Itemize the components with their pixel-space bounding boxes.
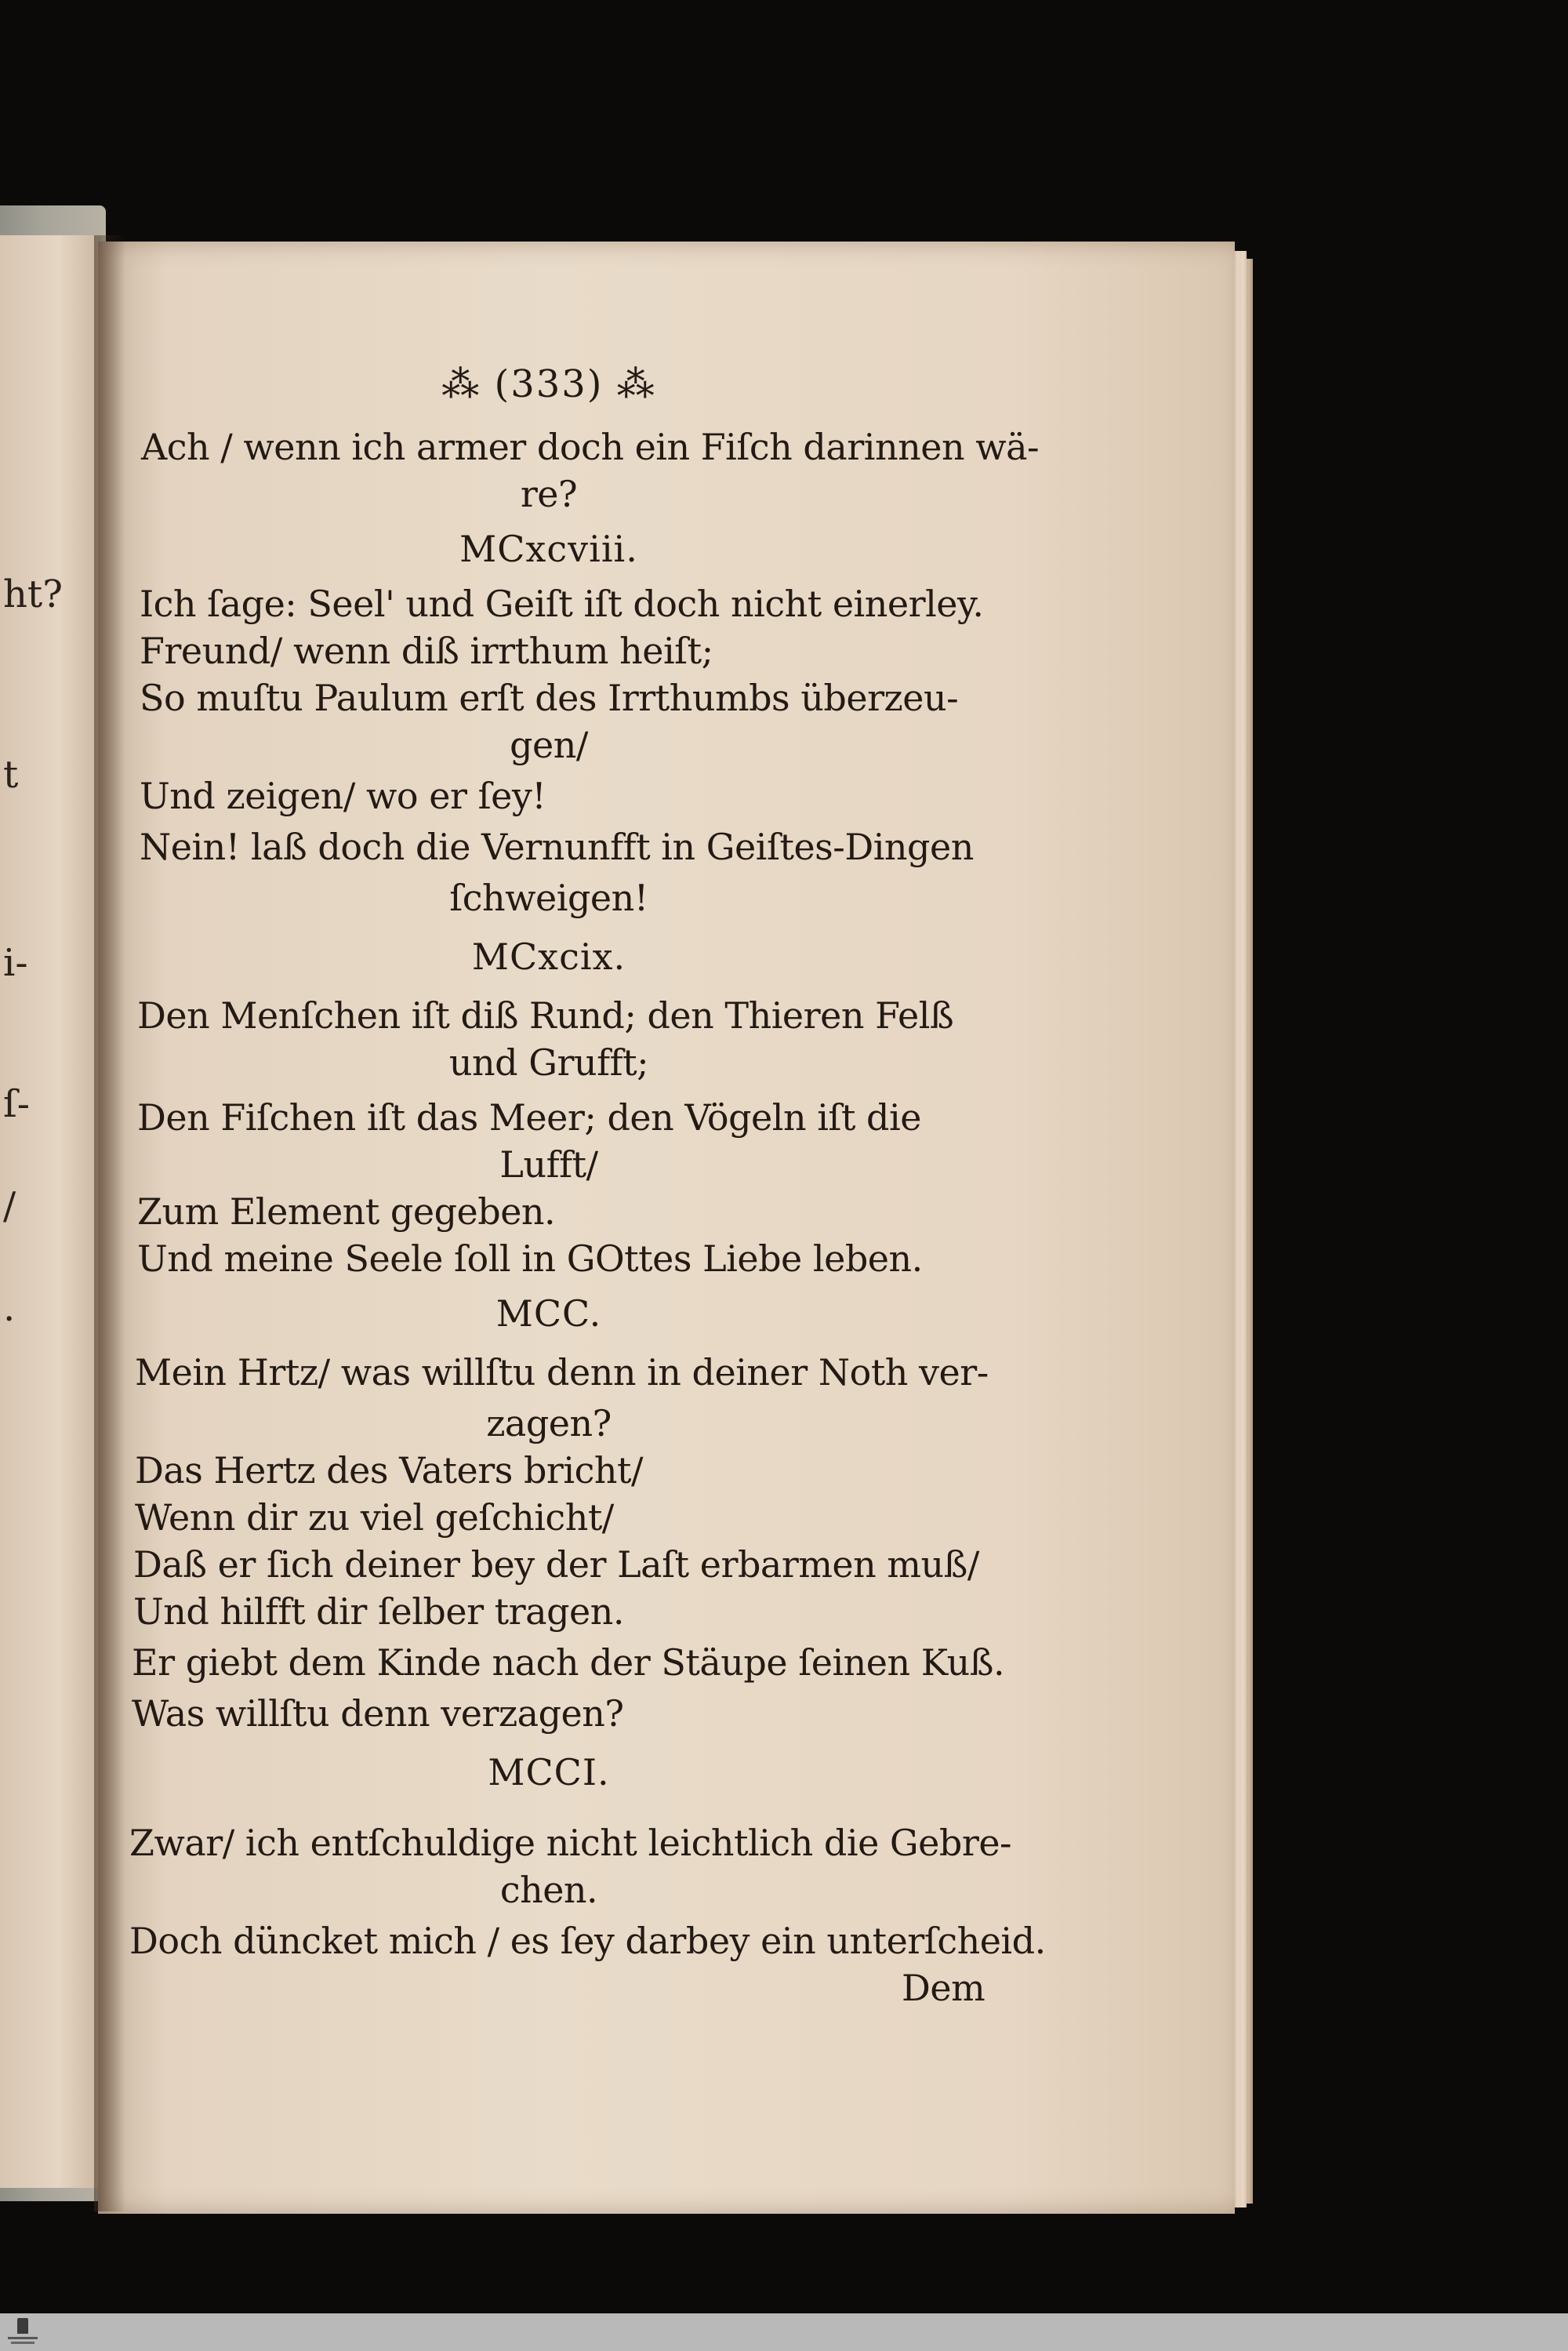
left-page-text-fragments (0, 235, 98, 2188)
left-fragment: t (3, 753, 19, 797)
page-number-header: ⁂ (333) ⁂ (441, 362, 656, 406)
left-fragment: ſ- (3, 1082, 30, 1126)
text-line: Doch düncket mich / es ſey darbey ein unterſcheid. (129, 1920, 1046, 1962)
viewer-footer-bar (0, 2313, 1568, 2351)
section-heading: MCCI. (488, 1751, 610, 1793)
text-line: Er giebt dem Kinde nach der Stäupe ſeinen Kuß. (132, 1641, 1005, 1684)
section-heading: MCxcix. (471, 936, 626, 978)
text-line: ſchweigen! (449, 877, 648, 919)
left-facing-page (0, 235, 98, 2188)
text-line: zagen? (486, 1402, 612, 1444)
text-line: So muſtu Paulum erſt des Irrthumbs überzeu- (140, 677, 959, 719)
library-logo-icon (8, 2316, 38, 2348)
catchword: Dem (902, 1967, 985, 2009)
left-fragment: / (3, 1184, 16, 1228)
text-line: re? (520, 473, 578, 515)
text-line: Und meine Seele ſoll in GOttes Liebe leben. (137, 1237, 923, 1280)
text-line: und Grufft; (448, 1041, 649, 1084)
text-line: Daß er ſich deiner bey der Laſt erbarmen muß/ (133, 1543, 979, 1586)
text-line: Zum Element gegeben. (137, 1190, 556, 1233)
text-line: Ach / wenn ich armer doch ein Fiſch darinnen wä- (141, 426, 1040, 468)
section-heading: MCC. (495, 1292, 602, 1335)
text-line: Ich ſage: Seel' und Geiſt iſt doch nicht einerley. (140, 583, 984, 625)
text-line: Wenn dir zu viel geſchicht/ (135, 1496, 614, 1539)
left-fragment: ht? (3, 572, 63, 616)
text-line: Zwar/ ich entſchuldige nicht leichtlich die Gebre- (129, 1822, 1012, 1864)
text-line: Den Menſchen iſt diß Rund; den Thieren Felß (137, 994, 954, 1037)
text-line: Das Hertz des Vaters bricht/ (135, 1449, 643, 1492)
section-heading: MCxcviii. (459, 528, 638, 570)
text-line: Was willſtu denn verzagen? (132, 1692, 624, 1735)
left-fragment: . (3, 1286, 16, 1330)
text-line: Und zeigen/ wo er ſey! (140, 775, 546, 817)
text-line: Mein Hrtz/ was willſtu denn in deiner Noth ver- (135, 1351, 989, 1394)
text-line: gen/ (510, 724, 588, 766)
text-line: Freund/ wenn diß irrthum heiſt; (140, 630, 713, 672)
text-line: Und hilfft dir ſelber tragen. (133, 1590, 624, 1633)
left-fragment: i- (3, 941, 28, 985)
text-line: chen. (499, 1869, 598, 1911)
text-line: Nein! laß doch die Vernunfft in Geiſtes-Dingen (140, 826, 974, 868)
text-line: Lufft/ (499, 1143, 598, 1186)
text-line: Den Fiſchen iſt das Meer; den Vögeln iſt die (137, 1096, 921, 1139)
